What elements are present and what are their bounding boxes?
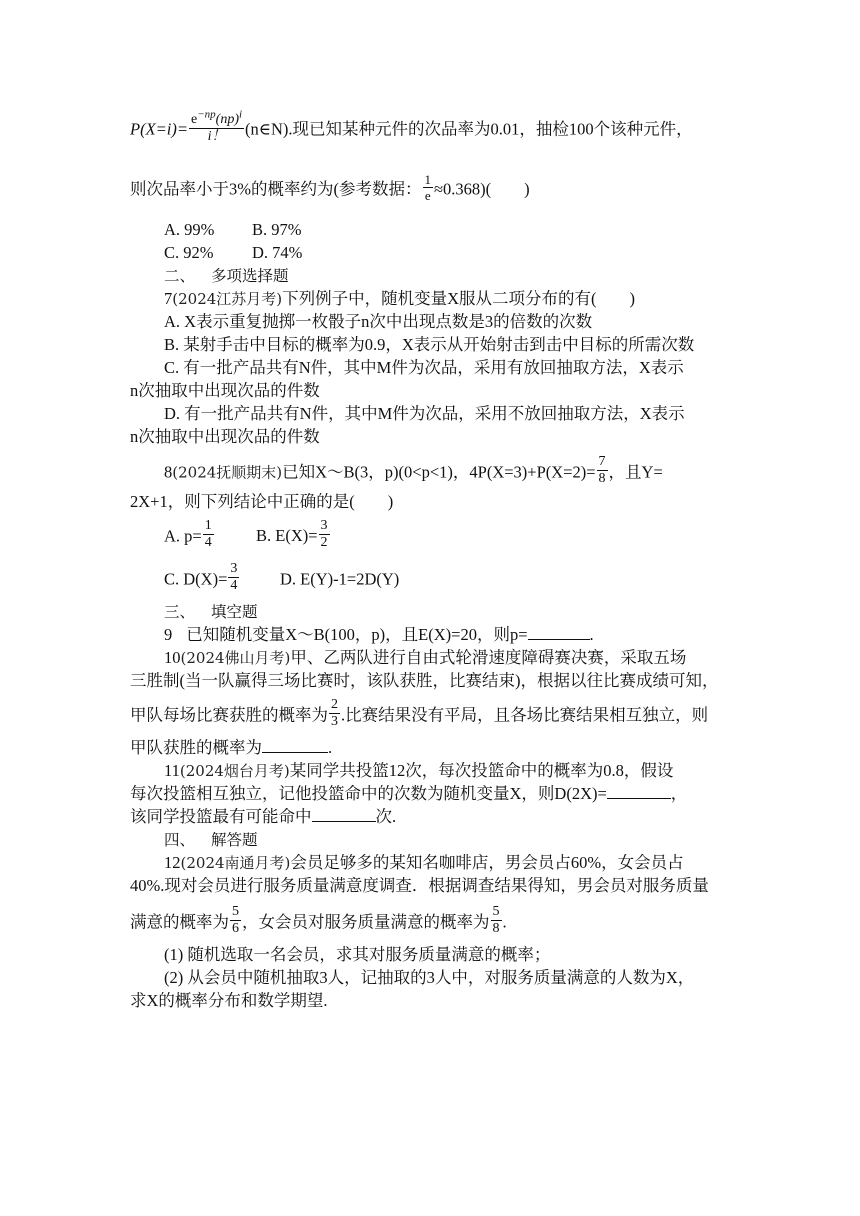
q6-line2-text-a: 则次品率小于3%的概率约为(参考数据： xyxy=(130,179,422,199)
q9-line: 9 已知随机变量X～B(100，p)，且E(X)=20，则p= . xyxy=(164,625,594,644)
q12-part2-line2: 求X的概率分布和数学期望. xyxy=(130,991,328,1010)
q6-line2 xyxy=(130,172,530,203)
q10-line3: 甲队每场比赛获胜的概率为 $\frac{2}{3}$ .比赛结果没有平局，且各场比赛结果相互独立，则 xyxy=(130,697,709,729)
q10-source: (2024佛山月考) xyxy=(180,649,291,667)
q8-options-row2 xyxy=(164,561,400,594)
q12-part2-line1: (2) 从会员中随机抽取3人，记抽取的3人中，对服务质量满意的人数为X， xyxy=(164,968,695,987)
q10-line4: 甲队获胜的概率为 . xyxy=(130,738,333,757)
q8-option-d: D. E(Y)-1=2D(Y) xyxy=(280,569,400,589)
q7-option-a: A. X表示重复抛掷一枚骰子n次中出现点数是3的倍数的次数 xyxy=(164,312,593,331)
q6-formula-fraction xyxy=(189,108,244,145)
q12-part1: (1) 随机选取一名会员，求其对服务质量满意的概率； xyxy=(164,945,551,964)
q8-option-c: C. D(X)= $\frac{3}{4}$ xyxy=(164,561,238,593)
q6-option-c: C. 92% xyxy=(164,243,214,262)
q7-option-d-line1: D. 有一批产品共有N件，其中M件为次品，采用不放回抽取方法，X表示 xyxy=(164,404,685,423)
q6-options-row2 xyxy=(164,243,302,263)
q6-formula-lhs: P(X=i)= xyxy=(130,119,188,139)
q6-line1-text: .现已知某种元件的次品率为0.01，抽检100个该种元件， xyxy=(288,119,693,139)
q7-source: (2024江苏月考) xyxy=(172,290,283,308)
q11-line3: 该同学投篮最有可能命中 次. xyxy=(130,807,397,826)
q6-formula-condition: (n∈N) xyxy=(245,119,289,139)
q12-line1: 12(2024南通月考)会员足够多的某知名咖啡店，男会员占60%，女会员占 xyxy=(164,853,684,872)
q11-count-blank[interactable] xyxy=(312,807,376,822)
q8-option-a: A. p= $\frac{1}{4}$ xyxy=(164,518,212,550)
q6-formula-line xyxy=(130,108,693,145)
section-heading-fill-in: 三、 填空题 xyxy=(164,603,258,621)
q6-option-a: A. 99% xyxy=(164,220,215,239)
q6-formula-denominator: i！ xyxy=(189,128,244,145)
q8-stem-line1: 8(2024抚顺期末)已知X～B(3，p)(0<p<1)，4P(X=3)+P(X=2)= $\frac{7}{8}$ ，且Y= xyxy=(164,454,663,486)
q9-answer-blank[interactable] xyxy=(528,625,590,640)
q6-formula-numerator: $e^{-np}(np)^i$ xyxy=(191,108,243,127)
q8-options-row1 xyxy=(164,518,331,551)
q7-option-c-line1: C. 有一批产品共有N件，其中M件为次品，采用有放回抽取方法，X表示 xyxy=(164,358,684,377)
q8-option-b: B. E(X)= $\frac{3}{2}$ xyxy=(256,518,328,550)
q12-source: (2024南通月考) xyxy=(180,854,291,872)
section-heading-multiple-choice: 二、 多项选择题 xyxy=(164,267,289,285)
q6-options-row1 xyxy=(164,220,302,240)
q12-fraction-male: $\frac{5}{6}$ xyxy=(232,904,239,936)
q11-source: (2024烟台月考) xyxy=(179,762,290,780)
q11-line1: 11(2024烟台月考)某同学共投篮12次，每次投篮命中的概率为0.8，假设 xyxy=(164,761,674,780)
q12-line3: 满意的概率为 $\frac{5}{6}$ ，女会员对服务质量满意的概率为 $\frac{5}{8}$ . xyxy=(130,904,507,936)
q7-option-b: B. 某射手击中目标的概率为0.9，X表示从开始射击到击中目标的所需次数 xyxy=(164,335,695,354)
q11-line2: 每次投篮相互独立，记他投篮命中的次数为随机变量X，则D(2X)= ， xyxy=(130,784,688,803)
q6-option-d: D. 74% xyxy=(252,243,303,262)
q7-option-d-line2: n次抽取中出现次品的件数 xyxy=(130,427,320,446)
q8-source: (2024抚顺期末) xyxy=(172,463,283,482)
q8-fraction: $\frac{7}{8}$ xyxy=(598,454,606,486)
q7-option-c-line2: n次抽取中出现次品的件数 xyxy=(130,381,320,400)
q6-option-b: B. 97% xyxy=(252,220,302,239)
q10-fraction: $\frac{2}{3}$ xyxy=(331,697,338,729)
q6-line2-text-b: ≈0.368)( ) xyxy=(434,179,530,199)
q10-answer-blank[interactable] xyxy=(262,738,328,753)
q12-fraction-female: $\frac{5}{8}$ xyxy=(492,904,500,936)
q12-line2: 40%.现对会员进行服务质量满意度调查．根据调查结果得知，男会员对服务质量 xyxy=(130,876,709,895)
section-heading-solution: 四、 解答题 xyxy=(164,831,258,849)
q7-stem: 7(2024江苏月考)下列例子中，随机变量X服从二项分布的有( ) xyxy=(164,289,636,308)
q6-reference-fraction: $\frac{1}{e}$ xyxy=(424,172,431,203)
q11-variance-blank[interactable] xyxy=(607,784,671,799)
q8-stem-line2: 2X+1，则下列结论中正确的是( ) xyxy=(130,492,394,511)
q10-line2: 三胜制(当一队赢得三场比赛时，该队获胜，比赛结束)，根据以往比赛成绩可知， xyxy=(130,671,719,690)
q10-line1: 10(2024佛山月考)甲、乙两队进行自由式轮滑速度障碍赛决赛，采取五场 xyxy=(164,648,687,667)
